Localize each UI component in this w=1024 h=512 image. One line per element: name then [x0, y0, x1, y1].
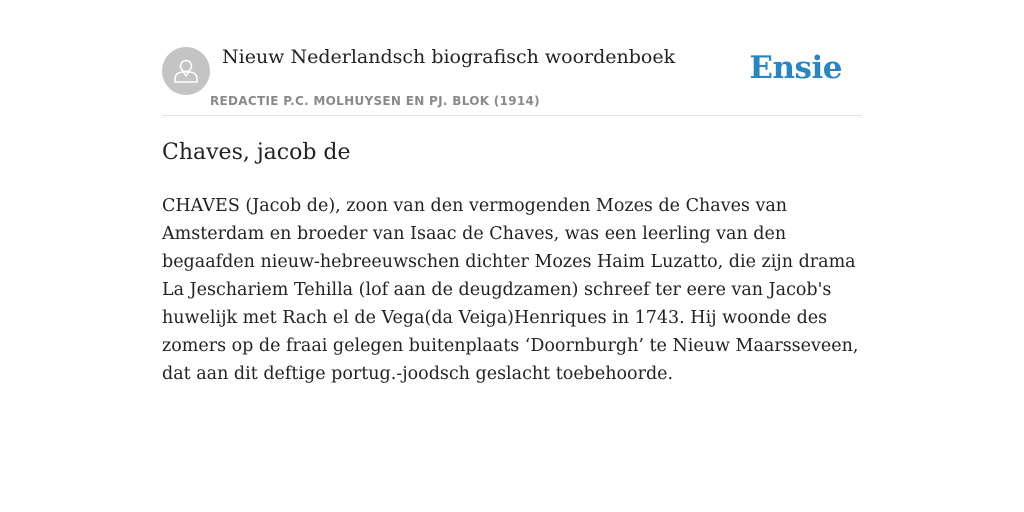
user-icon — [171, 56, 201, 86]
source-header — [162, 0, 862, 116]
entry-title: Chaves, jacob de — [162, 140, 351, 165]
source-avatar[interactable] — [162, 47, 210, 95]
source-title[interactable]: Nieuw Nederlandsch biografisch woordenboek — [222, 46, 676, 68]
entry-card — [162, 0, 862, 384]
entry-body: CHAVES (Jacob de), zoon van den vermogenden Mozes de Chaves van Amsterdam en broeder van Isaac de Chaves, was een leerling van den begaafden nieuw-hebreeuwschen dichter Mozes Haim Luzatto, die zijn drama La Jeschariem Tehilla (lof aan de deugdzamen) schreef ter eere van Jacob's huwelijk met Rach el de Vega(da Veiga)Henriques in 1743. Hij woonde des zomers op de fraai gelegen buitenplaats ‘Doornburgh’ te Nieuw Maarsseveen, dat aan dit deftige portug.-joodsch geslacht toebehoorde. — [162, 196, 859, 384]
brand-logo[interactable]: Ensie — [749, 50, 842, 86]
source-editors: REDACTIE P.C. MOLHUYSEN EN PJ. BLOK (1914) — [210, 94, 540, 108]
